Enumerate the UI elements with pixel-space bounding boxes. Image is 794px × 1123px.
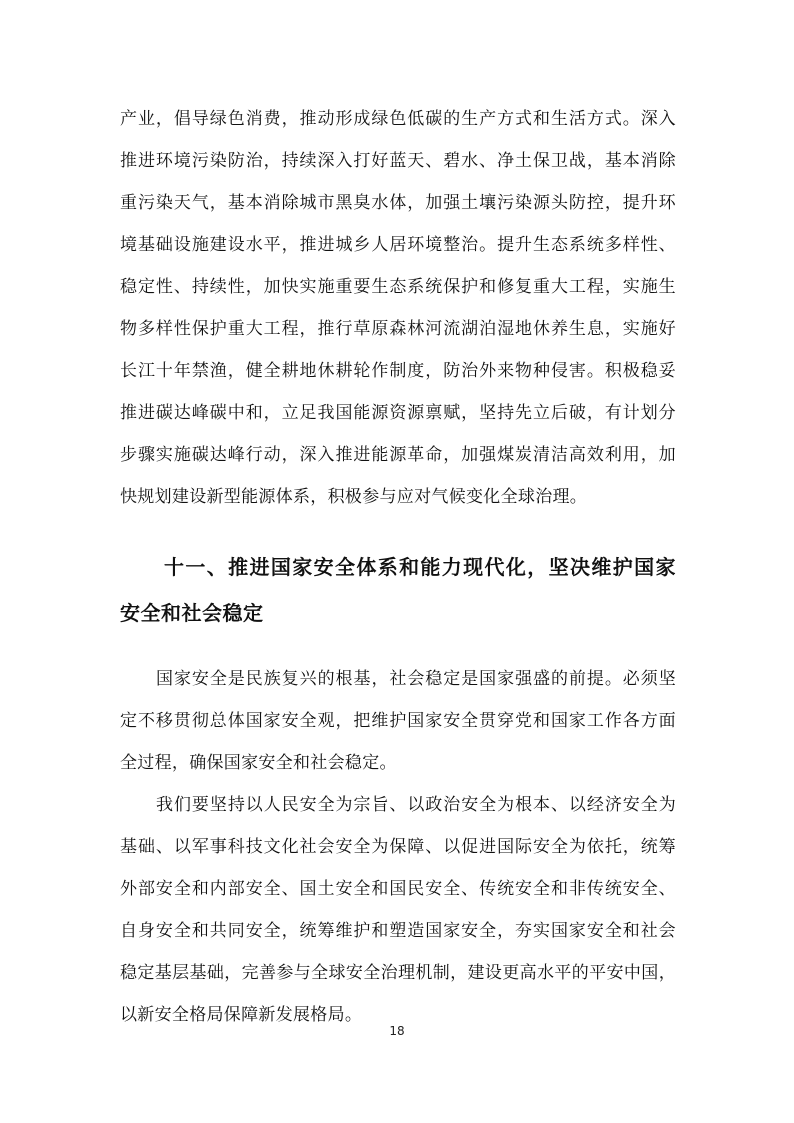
- text-line: 我们要坚持以人民安全为宗旨、以政治安全为根本、以经济安全为: [156, 795, 676, 815]
- text-line: 重污染天气，基本消除城市黑臭水体，加强土壤污染源头防控，提升环: [120, 193, 676, 213]
- text-line: 稳定性、持续性，加快实施重要生态系统保护和修复重大工程，实施生: [120, 277, 676, 297]
- text-line: 境基础设施建设水平，推进城乡人居环境整治。提升生态系统多样性、: [120, 235, 676, 255]
- text-line: 以新安全格局保障新发展格局。: [120, 1005, 363, 1025]
- text-line: 外部安全和内部安全、国土安全和国民安全、传统安全和非传统安全、: [120, 879, 676, 899]
- page-number: 18: [389, 1024, 405, 1038]
- text-line: 国家安全是民族复兴的根基，社会稳定是国家强盛的前提。必须坚: [156, 669, 676, 689]
- paragraph-national-security-foundation: [120, 658, 676, 784]
- text-line: 推进碳达峰碳中和，立足我国能源资源禀赋，坚持先立后破，有计划分: [120, 403, 676, 423]
- text-line: 长江十年禁渔，健全耕地休耕轮作制度，防治外来物种侵害。积极稳妥: [120, 361, 676, 381]
- text-line: 稳定基层基础，完善参与全球安全治理机制，建设更高水平的平安中国，: [120, 963, 676, 983]
- page-body: [120, 98, 676, 1036]
- paragraph-security-principles: [120, 784, 676, 1036]
- text-line: 自身安全和共同安全，统筹维护和塑造国家安全，夯实国家安全和社会: [120, 921, 676, 941]
- text-line: 全过程，确保国家安全和社会稳定。: [120, 753, 397, 773]
- text-line: 物多样性保护重大工程，推行草原森林河流湖泊湿地休养生息，实施好: [120, 319, 676, 339]
- text-line: 推进环境污染防治，持续深入打好蓝天、碧水、净土保卫战，基本消除: [120, 151, 676, 171]
- text-line: 定不移贯彻总体国家安全观，把维护国家安全贯穿党和国家工作各方面: [120, 711, 676, 731]
- intro-paragraph: [120, 98, 676, 518]
- section-heading-line: 安全和社会稳定: [120, 601, 264, 625]
- section-heading-line: 十一、推进国家安全体系和能力现代化，坚决维护国家: [164, 555, 676, 579]
- text-line: 步骤实施碳达峰行动，深入推进能源革命，加强煤炭清洁高效利用，加: [120, 445, 676, 465]
- section-heading: [120, 544, 676, 636]
- text-line: 基础、以军事科技文化社会安全为保障、以促进国际安全为依托，统筹: [120, 837, 676, 857]
- text-line: 快规划建设新型能源体系，积极参与应对气候变化全球治理。: [120, 487, 588, 507]
- text-line: 产业，倡导绿色消费，推动形成绿色低碳的生产方式和生活方式。深入: [120, 109, 676, 129]
